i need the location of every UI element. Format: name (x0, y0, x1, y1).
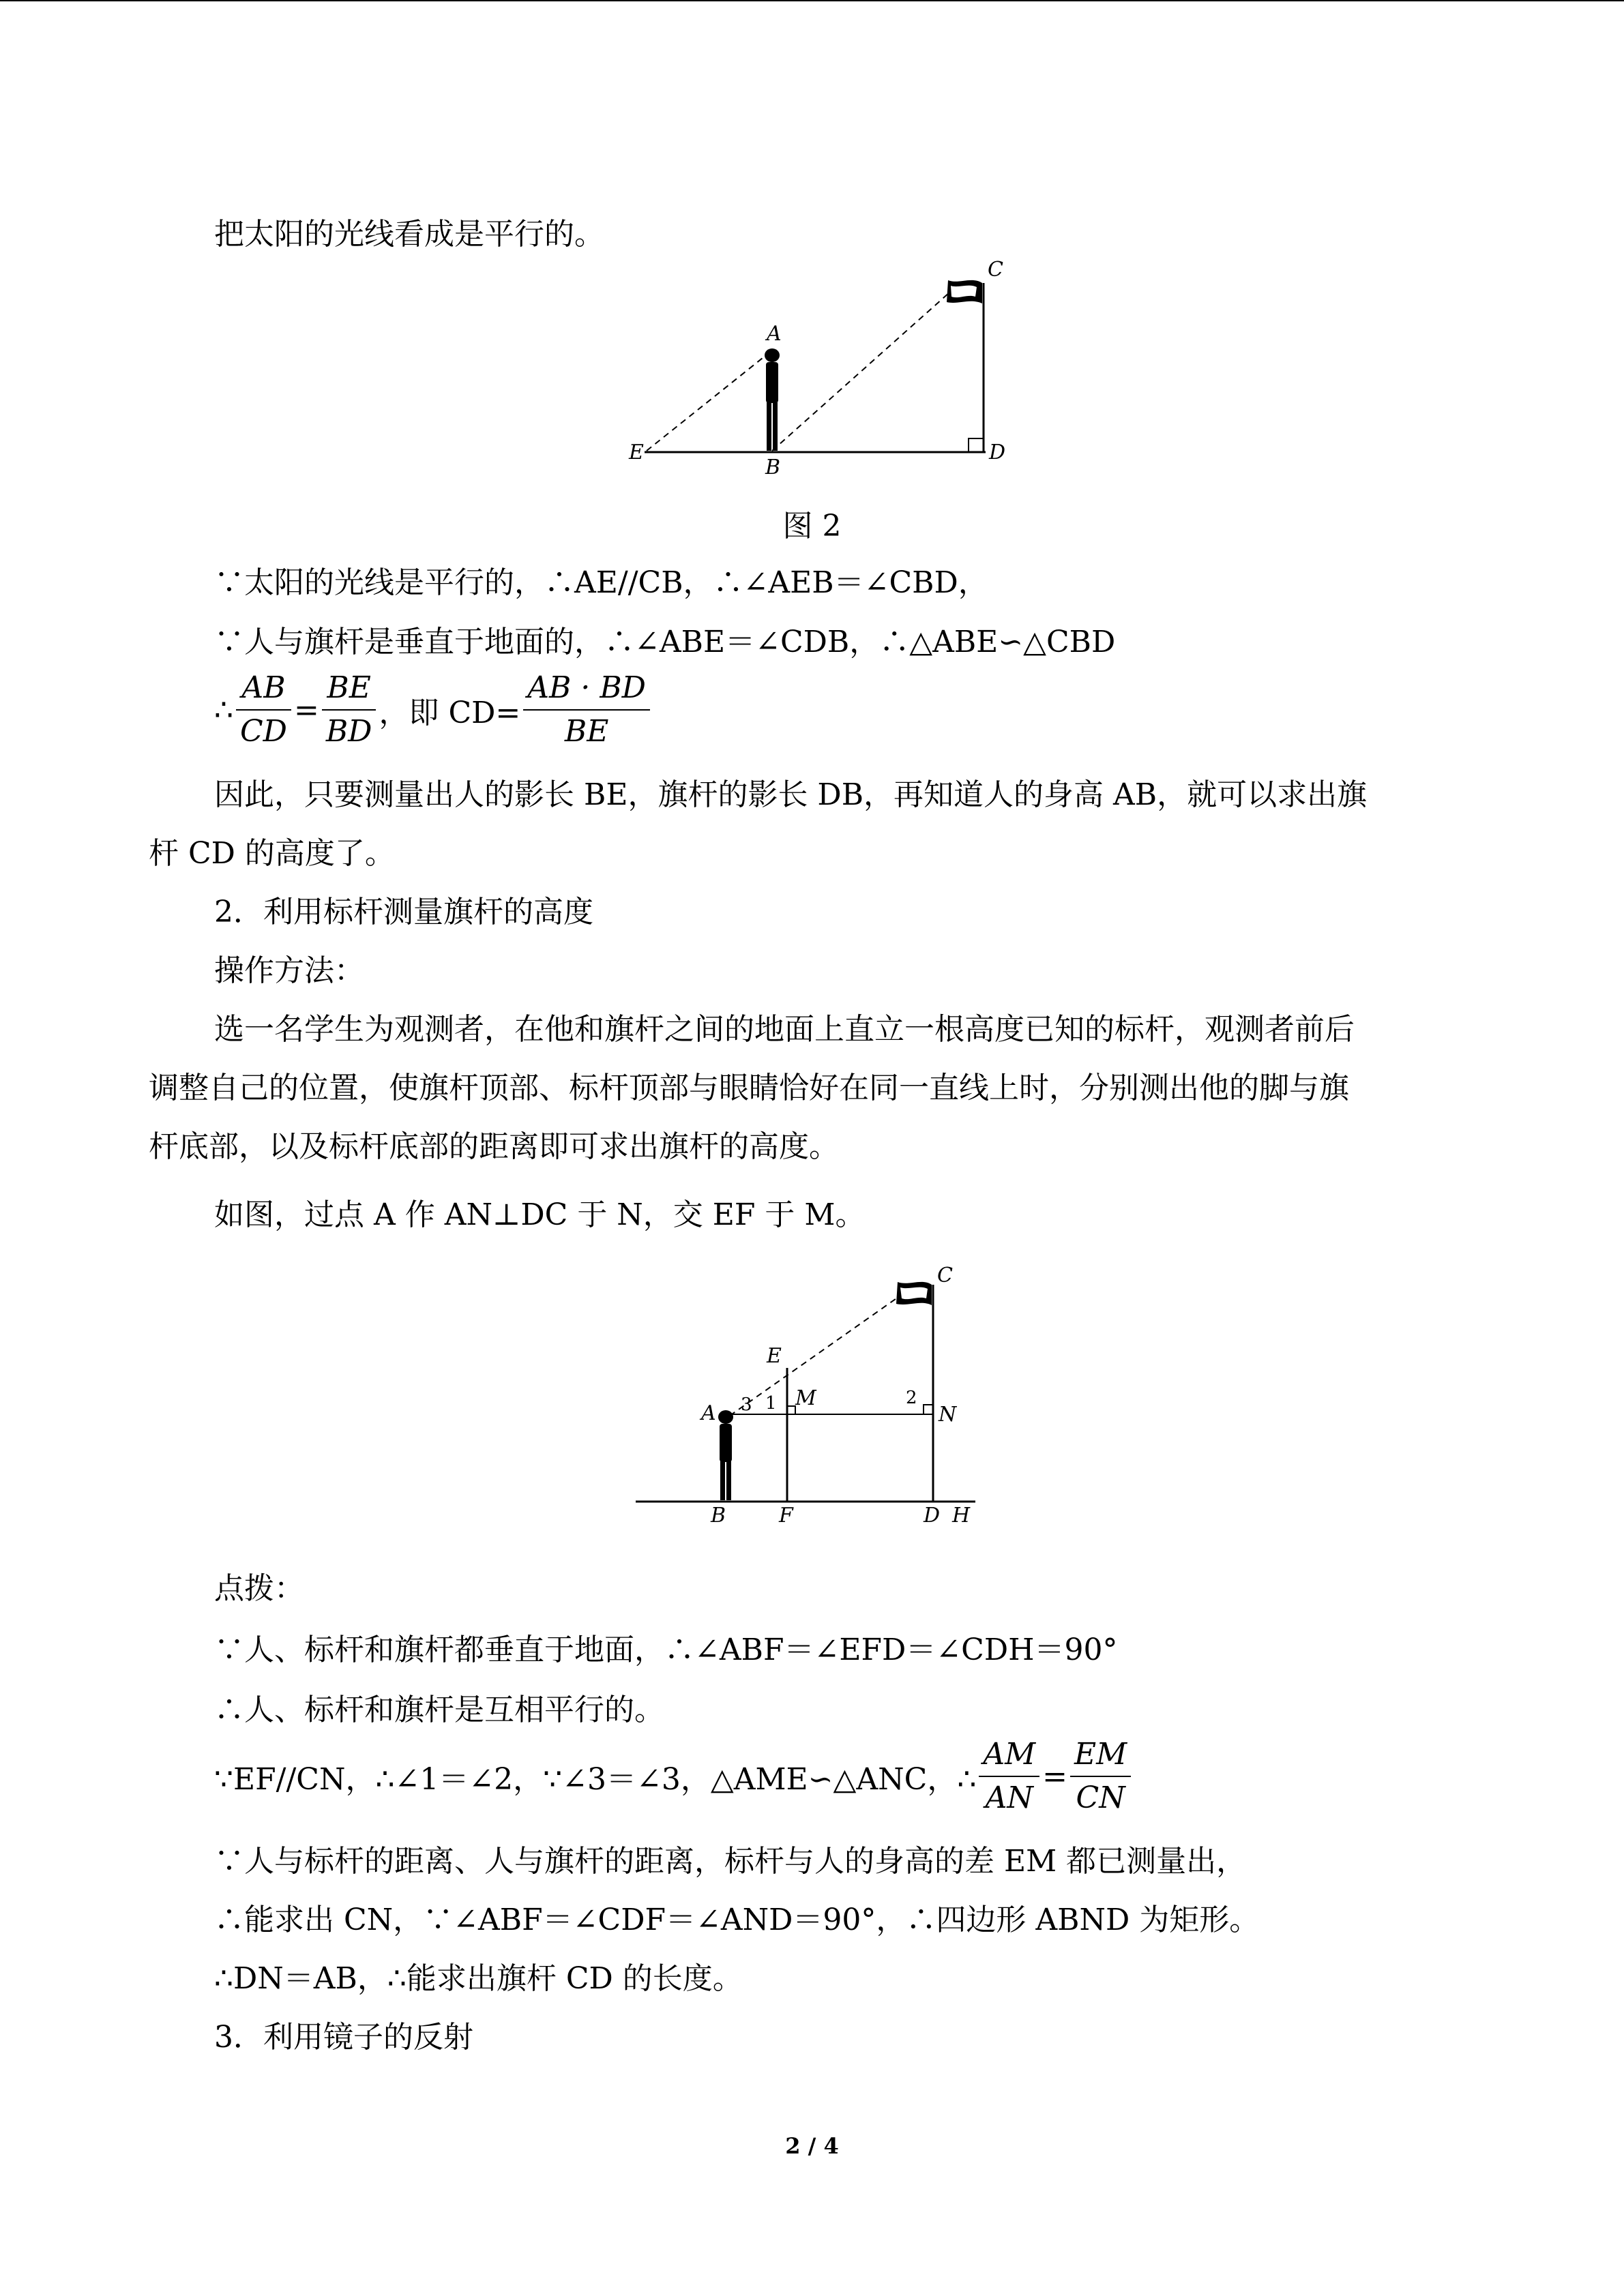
proportion-line-1 (214, 666, 653, 754)
figure-3-benchmark-pole (628, 1241, 996, 1527)
hint-line-3-text: ∵EF//CN，∴∠1＝∠2，∵∠3＝∠3，△AME∽△ANC，∴ (214, 1762, 977, 1797)
page-number: 2 / 4 (785, 2133, 839, 2159)
right-angle-m (787, 1406, 795, 1414)
paragraph-3: 如图，过点 A 作 AN⊥DC 于 N，交 EF 于 M。 (214, 1197, 866, 1232)
sun-ray-cb (772, 293, 949, 451)
label-F: F (779, 1504, 793, 1527)
section-3-heading: 3．利用镜子的反射 (214, 2020, 473, 2055)
label-H: H (952, 1504, 971, 1527)
fraction-be-bd: $\frac{BE}{BD}$ (322, 667, 377, 753)
label-A: A (767, 322, 782, 346)
reason-line-2: ∵人与旗杆是垂直于地面的，∴∠ABE＝∠CDB，∴△ABE∽△CBD (214, 625, 1116, 659)
label-B: B (765, 456, 781, 479)
label-B: B (711, 1504, 726, 1527)
therefore-symbol: ∴ (214, 692, 233, 728)
label-E: E (629, 441, 644, 464)
fraction-am-an: $\frac{AM}{AN}$ (979, 1733, 1039, 1819)
paragraph-1-line-2: 杆 CD 的高度了。 (149, 836, 395, 871)
person-figure (718, 1410, 733, 1500)
label-D: D (924, 1504, 941, 1527)
label-A: A (701, 1401, 716, 1425)
hint-line-1: ∵人、标杆和旗杆都垂直于地面，∴∠ABF＝∠EFD＝∠CDH＝90° (214, 1632, 1118, 1667)
hint-line-2: ∴人、标杆和旗杆是互相平行的。 (214, 1693, 664, 1727)
equals-sign: = (1042, 1759, 1068, 1794)
label-C: C (988, 258, 1003, 282)
label-2: 2 (906, 1388, 917, 1408)
fraction-ab-cd: $\frac{AB}{CD}$ (236, 667, 291, 753)
label-1: 1 (765, 1393, 777, 1414)
right-angle-mark (969, 438, 984, 452)
fraction-em-cn: $\frac{EM}{CN}$ (1070, 1733, 1131, 1819)
hint-line-4: ∵人与标杆的距离、人与旗杆的距离，标杆与人的身高的差 EM 都已测量出， (214, 1844, 1247, 1879)
figure-2-caption: 图 2 (782, 509, 842, 543)
intro-text: 把太阳的光线看成是平行的。 (214, 217, 604, 252)
label-3: 3 (741, 1395, 752, 1415)
person-figure (765, 348, 780, 451)
cd-expression-text: ，即 CD= (379, 696, 521, 730)
fraction-abbd-be: $\frac{AB \cdot BD}{BE}$ (523, 667, 650, 753)
paragraph-2-line-3: 杆底部，以及标杆底部的距离即可求出旗杆的高度。 (149, 1129, 839, 1164)
section-2-heading: 2．利用标杆测量旗杆的高度 (214, 895, 593, 929)
paragraph-1-line-1: 因此，只要测量出人的影长 BE，旗杆的影长 DB，再知道人的身高 AB，就可以求出旗 (214, 777, 1368, 812)
operation-method-label: 操作方法： (214, 953, 364, 988)
equals-sign: = (293, 692, 319, 728)
figure-2-flagpole-shadow (614, 256, 1023, 481)
paragraph-2-line-1: 选一名学生为观测者，在他和旗杆之间的地面上直立一根高度已知的标杆，观测者前后 (214, 1012, 1355, 1047)
label-N: N (939, 1403, 957, 1427)
paragraph-2-line-2: 调整自己的位置，使旗杆顶部、标杆顶部与眼睛恰好在同一直线上时，分别测出他的脚与旗 (149, 1071, 1349, 1105)
label-M: M (795, 1386, 816, 1410)
hint-line-5: ∴能求出 CN，∵∠ABF＝∠CDF＝∠AND＝90°，∴四边形 ABND 为矩形。 (214, 1903, 1260, 1937)
hint-label: 点拨： (214, 1571, 304, 1606)
label-E: E (767, 1344, 782, 1368)
label-D: D (989, 441, 1006, 464)
hint-line-6: ∴DN＝AB，∴能求出旗杆 CD 的长度。 (214, 1961, 743, 1996)
hint-line-3 (214, 1732, 1134, 1821)
sun-ray-ae (647, 353, 769, 451)
reason-line-1: ∵太阳的光线是平行的，∴AE//CB，∴∠AEB＝∠CBD， (214, 565, 988, 600)
right-angle-n (924, 1405, 933, 1414)
label-C: C (937, 1264, 953, 1287)
top-border (0, 0, 1624, 1)
